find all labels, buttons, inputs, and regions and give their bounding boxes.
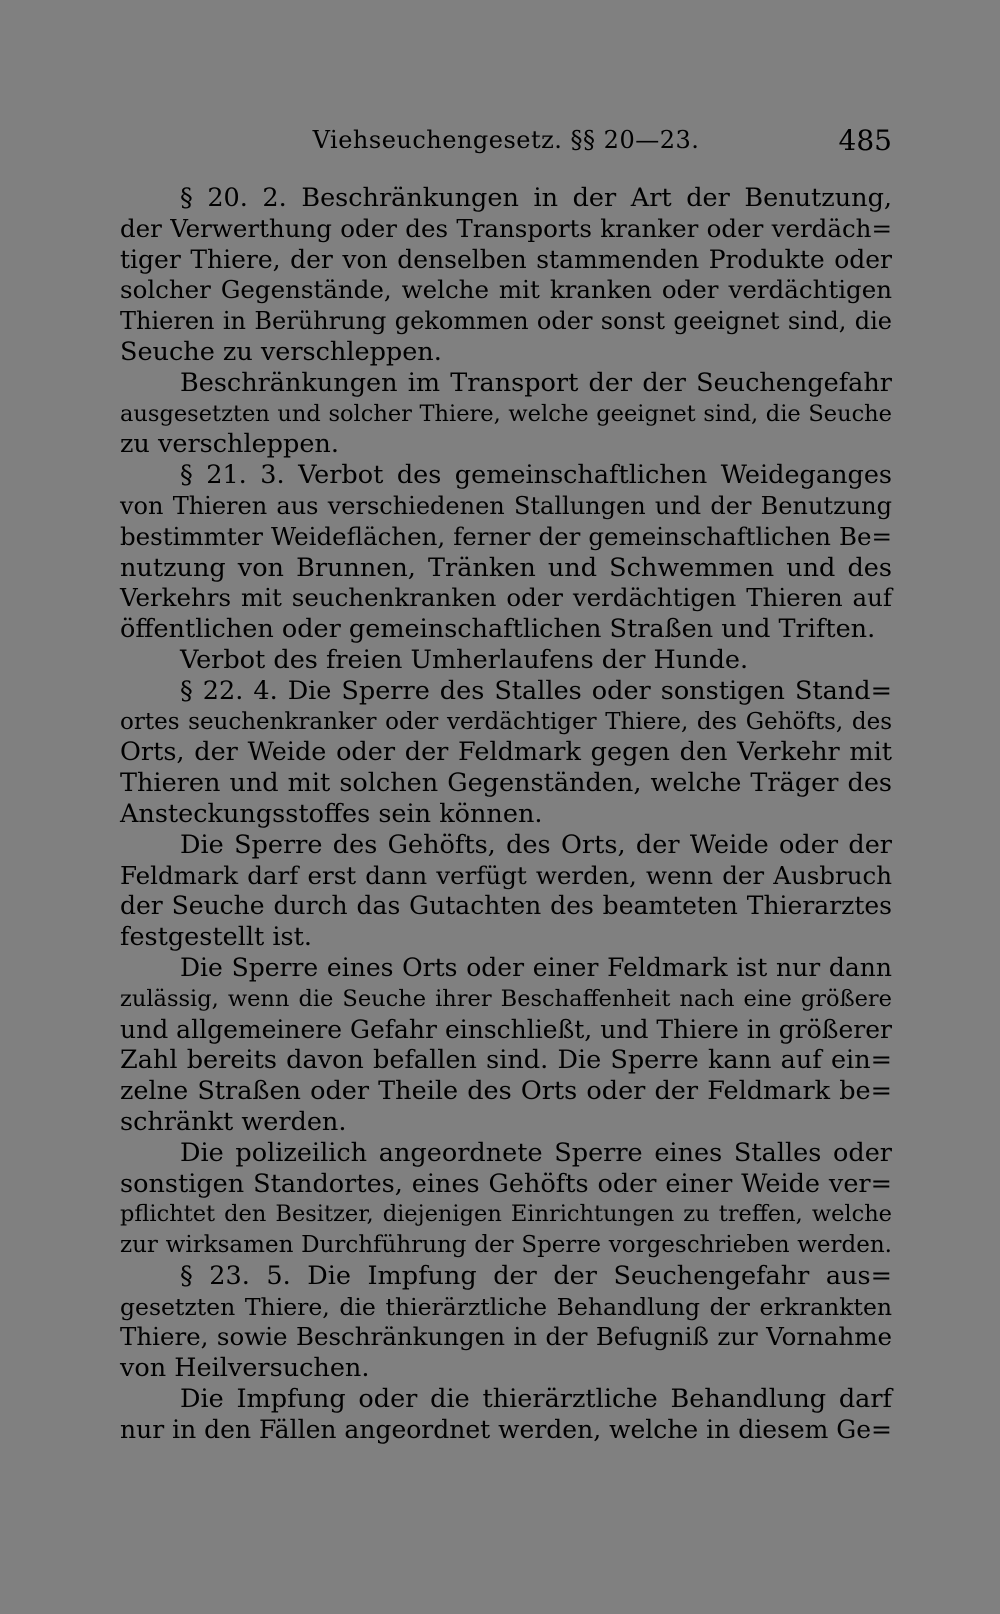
text-line: Thiere, sowie Beschränkungen in der Befugniß zur Vornahme	[120, 1322, 892, 1352]
text-line: Ansteckungsstoffes sein können.	[120, 798, 543, 829]
text-line: Feldmark darf erst dann verfügt werden, wenn der Ausbruch	[120, 860, 892, 890]
text-line: festgestellt ist.	[120, 922, 312, 953]
text-line: solcher Gegenstände, welche mit kranken oder verdächtigen	[120, 275, 892, 305]
text-line: von Thieren aus verschiedenen Stallungen und der Benutzung	[120, 491, 892, 520]
text-line: Beschränkungen im Transport der der Seuchengefahr	[180, 367, 892, 398]
text-line: und allgemeinere Gefahr einschließt, und Thiere in größerer	[120, 1014, 892, 1044]
text-line: Thieren in Berührung gekommen oder sonst geeignet sind, die	[120, 307, 892, 336]
body-text	[120, 183, 892, 1446]
text-line: zur wirksamen Durchführung der Sperre vorgeschrieben werden.	[120, 1232, 892, 1259]
running-head: Viehseuchengesetz. §§ 20—23.	[312, 126, 700, 154]
text-line: Seuche zu verschleppen.	[120, 336, 442, 367]
text-line: Thieren und mit solchen Gegenständen, welche Träger des	[120, 768, 892, 799]
text-line: Zahl bereits davon befallen sind. Die Sperre kann auf ein=	[120, 1045, 892, 1076]
text-line: Die Impfung oder die thierärztliche Behandlung darf	[180, 1384, 892, 1415]
page-header	[120, 120, 892, 164]
text-line: schränkt werden.	[120, 1106, 347, 1137]
text-line: nutzung von Brunnen, Tränken und Schwemmen und des	[120, 552, 892, 583]
text-line: Die Sperre eines Orts oder einer Feldmark ist nur dann	[180, 952, 892, 982]
text-line: Verkehrs mit seuchenkranken oder verdächtigen Thieren auf	[120, 583, 892, 613]
text-line: zelne Straßen oder Theile des Orts oder der Feldmark be=	[120, 1076, 892, 1107]
text-line: nur in den Fällen angeordnet werden, welche in diesem Ge=	[120, 1414, 892, 1444]
text-line: ausgesetzten und solcher Thiere, welche geeignet sind, die Seuche	[120, 400, 892, 427]
text-line: Die polizeilich angeordnete Sperre eines Stalles oder	[180, 1137, 892, 1168]
text-line: zu verschleppen.	[120, 429, 339, 460]
text-line: § 20. 2. Beschränkungen in der Art der Benutzung,	[180, 183, 892, 213]
text-line: ortes seuchenkranker oder verdächtiger Thiere, des Gehöfts, des	[120, 708, 892, 735]
text-line: der Seuche durch das Gutachten des beamteten Thierarztes	[120, 891, 892, 921]
text-line: pflichtet den Besitzer, diejenigen Einrichtungen zu treffen, welche	[120, 1201, 892, 1228]
text-line: Verbot des freien Umherlaufens der Hunde.	[180, 644, 749, 675]
text-line: § 21. 3. Verbot des gemeinschaftlichen Weideganges	[180, 460, 892, 491]
text-line: öffentlichen oder gemeinschaftlichen Straßen und Triften.	[120, 614, 876, 645]
text-line: der Verwerthung oder des Transports kranker oder verdäch=	[120, 213, 892, 243]
text-line: sonstigen Standortes, eines Gehöfts oder einer Weide ver=	[120, 1168, 892, 1199]
text-line: § 22. 4. Die Sperre des Stalles oder sonstigen Stand=	[180, 675, 892, 706]
text-line: Orts, der Weide oder der Feldmark gegen den Verkehr mit	[120, 737, 892, 768]
page-number: 485	[838, 124, 892, 157]
text-line: zulässig, wenn die Seuche ihrer Beschaffenheit nach eine größere	[120, 985, 892, 1012]
text-line: tiger Thiere, der von denselben stammenden Produkte oder	[120, 244, 892, 274]
text-line: bestimmter Weideflächen, ferner der gemeinschaftlichen Be=	[120, 521, 892, 551]
text-line: gesetzten Thiere, die thierärztliche Behandlung der erkrankten	[120, 1292, 892, 1321]
text-line: Die Sperre des Gehöfts, des Orts, der Weide oder der	[180, 829, 892, 860]
text-line: § 23. 5. Die Impfung der der Seuchengefahr aus=	[180, 1260, 892, 1291]
text-line: von Heilversuchen.	[120, 1353, 370, 1384]
